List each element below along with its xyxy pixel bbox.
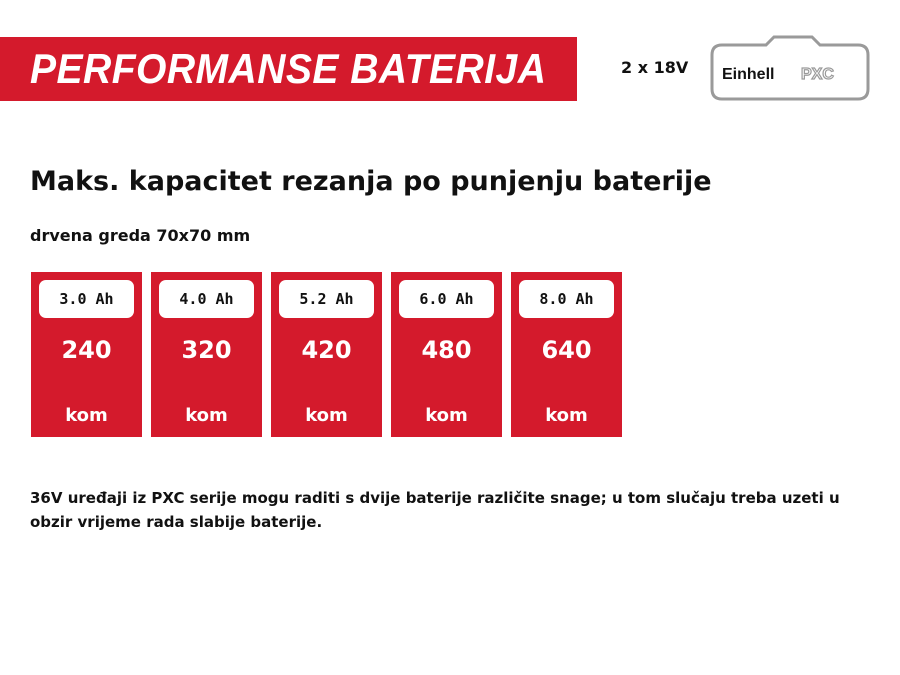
section-subheading: drvena greda 70x70 mm bbox=[30, 226, 251, 245]
unit-label: kom bbox=[425, 405, 468, 426]
section-heading: Maks. kapacitet rezanja po punjenju baterije bbox=[30, 166, 712, 197]
unit-label: kom bbox=[545, 405, 588, 426]
battery-card bbox=[31, 272, 142, 437]
footnote: 36V uređaji iz PXC serije mogu raditi s dvije baterije različite snage; u tom slučaju treba uzeti u obzir vrijeme rada slabije baterije. bbox=[30, 489, 840, 531]
unit-label: kom bbox=[305, 405, 348, 426]
capacity-badge: 8.0 Ah bbox=[519, 280, 614, 318]
cut-count: 320 bbox=[181, 336, 232, 364]
logo-brand-text: Einhell bbox=[722, 66, 775, 83]
einhell-pxc-battery-logo-icon bbox=[708, 33, 872, 103]
capacity-badge: 5.2 Ah bbox=[279, 280, 374, 318]
voltage-label: 2 x 18V bbox=[621, 58, 689, 77]
capacity-badge: 3.0 Ah bbox=[39, 280, 134, 318]
cut-count: 640 bbox=[541, 336, 592, 364]
unit-label: kom bbox=[65, 405, 108, 426]
cut-count: 480 bbox=[421, 336, 472, 364]
logo-series-text: PXC bbox=[801, 66, 834, 83]
cut-count: 240 bbox=[61, 336, 112, 364]
battery-card bbox=[511, 272, 622, 437]
title-banner bbox=[0, 37, 577, 101]
battery-cards bbox=[31, 272, 622, 437]
battery-card bbox=[271, 272, 382, 437]
page-title: PERFORMANSE BATERIJA bbox=[30, 45, 547, 92]
unit-label: kom bbox=[185, 405, 228, 426]
capacity-badge: 6.0 Ah bbox=[399, 280, 494, 318]
battery-card bbox=[391, 272, 502, 437]
battery-card bbox=[151, 272, 262, 437]
cut-count: 420 bbox=[301, 336, 352, 364]
capacity-badge: 4.0 Ah bbox=[159, 280, 254, 318]
